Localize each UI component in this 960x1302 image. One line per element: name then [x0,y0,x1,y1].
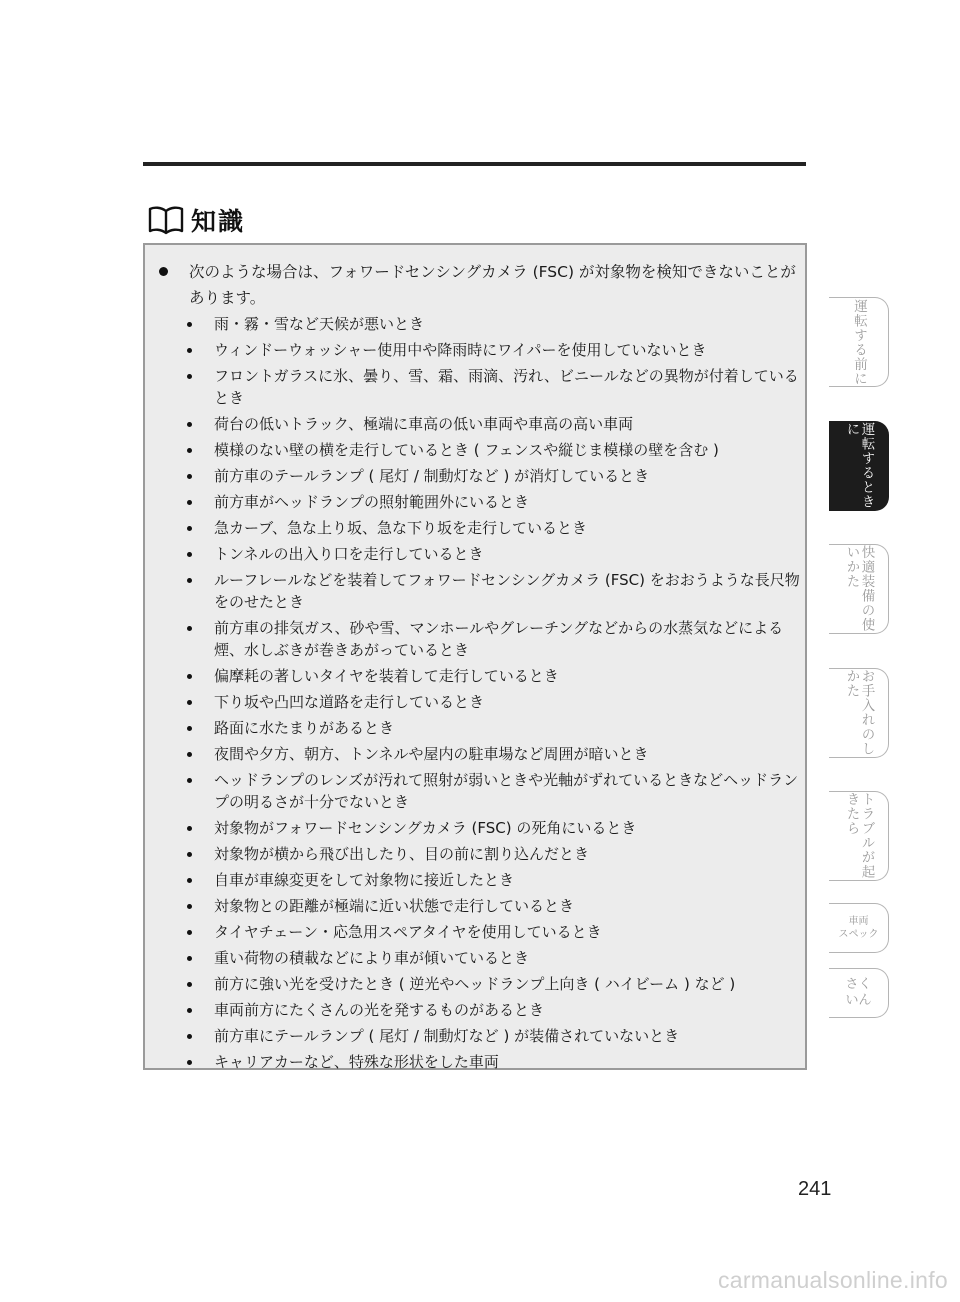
list-item: ルーフレールなどを装着してフォワードセンシングカメラ (FSC) をおおうような長尺物をのせたとき [181,569,801,613]
info-box [143,243,807,1070]
list-item: 重い荷物の積載などにより車が傾いているとき [181,947,801,969]
list-item: 前方車のテールランプ ( 尾灯 / 制動灯など ) が消灯しているとき [181,465,801,487]
lead-bullet-icon [159,267,168,276]
tab-label: さく いん [845,977,872,1008]
open-book-icon [147,205,185,235]
tab-label: お手入れのしかた [843,669,875,756]
page-number: 241 [798,1178,832,1200]
lead-paragraph [157,259,797,311]
list-item: 前方車がヘッドランプの照射範囲外にいるとき [181,491,801,513]
tab-comfort-features[interactable] [829,544,889,634]
list-item: 車両前方にたくさんの光を発するものがあるとき [181,999,801,1021]
tab-label: 快適装備の使いかた [843,545,875,632]
list-item: タイヤチェーン・応急用スペアタイヤを使用しているとき [181,921,801,943]
list-item: 雨・霧・雪など天候が悪いとき [181,313,801,335]
condition-list [181,313,801,1077]
list-item: 急カーブ、急な上り坂、急な下り坂を走行しているとき [181,517,801,539]
tab-while-driving[interactable] [829,421,889,511]
list-item: 対象物がフォワードセンシングカメラ (FSC) の死角にいるとき [181,817,801,839]
list-item: 前方車の排気ガス、砂や雪、マンホールやグレーチングなどからの水蒸気などによる煙、水しぶきが巻きあがっているとき [181,617,801,661]
tab-label: 運転する前に [851,298,867,386]
list-item: 路面に水たまりがあるとき [181,717,801,739]
watermark: carmanualsonline.info [717,1267,948,1293]
list-item: 前方に強い光を受けたとき ( 逆光やヘッドランプ上向き ( ハイビーム ) など ) [181,973,801,995]
list-item: ヘッドランプのレンズが汚れて照射が弱いときや光軸がずれているときなどヘッドランプの明るさが十分でないとき [181,769,801,813]
list-item: 夜間や夕方、朝方、トンネルや屋内の駐車場など周囲が暗いとき [181,743,801,765]
tab-maintenance[interactable] [829,668,889,758]
list-item: 対象物が横から飛び出したり、目の前に割り込んだとき [181,843,801,865]
list-item: 偏摩耗の著しいタイヤを装着して走行しているとき [181,665,801,687]
heading-title: 知識 [191,207,246,236]
list-item: トンネルの出入り口を走行しているとき [181,543,801,565]
list-item: 模様のない壁の横を走行しているとき ( フェンスや縦じま模様の壁を含む ) [181,439,801,461]
tab-troubleshooting[interactable] [829,791,889,881]
list-item: 荷台の低いトラック、極端に車高の低い車両や車高の高い車両 [181,413,801,435]
tab-label [839,915,879,941]
list-item: 前方車にテールランプ ( 尾灯 / 制動灯など ) が装備されていないとき [181,1025,801,1047]
top-rule [143,162,806,166]
tab-before-driving[interactable] [829,297,889,387]
tab-label-line1: 車両 [848,916,869,927]
tab-specifications[interactable] [829,903,889,953]
list-item: ウィンドーウォッシャー使用中や降雨時にワイパーを使用していないとき [181,339,801,361]
list-item: 対象物との距離が極端に近い状態で走行しているとき [181,895,801,917]
tab-label-line2: スペック [838,929,879,940]
list-item: 下り坂や凸凹な道路を走行しているとき [181,691,801,713]
list-item: キャリアカーなど、特殊な形状をした車両 [181,1051,801,1073]
tab-label: トラブルが起きたら [843,792,875,879]
list-item: フロントガラスに氷、曇り、雪、霜、雨滴、汚れ、ビニールなどの異物が付着しているとき [181,365,801,409]
tab-index[interactable] [829,968,889,1018]
list-item: 自車が車線変更をして対象物に接近したとき [181,869,801,891]
tab-label: 運転するときに [843,422,875,509]
section-heading [147,203,245,237]
lead-text: 次のような場合は、フォワードセンシングカメラ (FSC) が対象物を検知できないことがあります。 [189,263,796,307]
